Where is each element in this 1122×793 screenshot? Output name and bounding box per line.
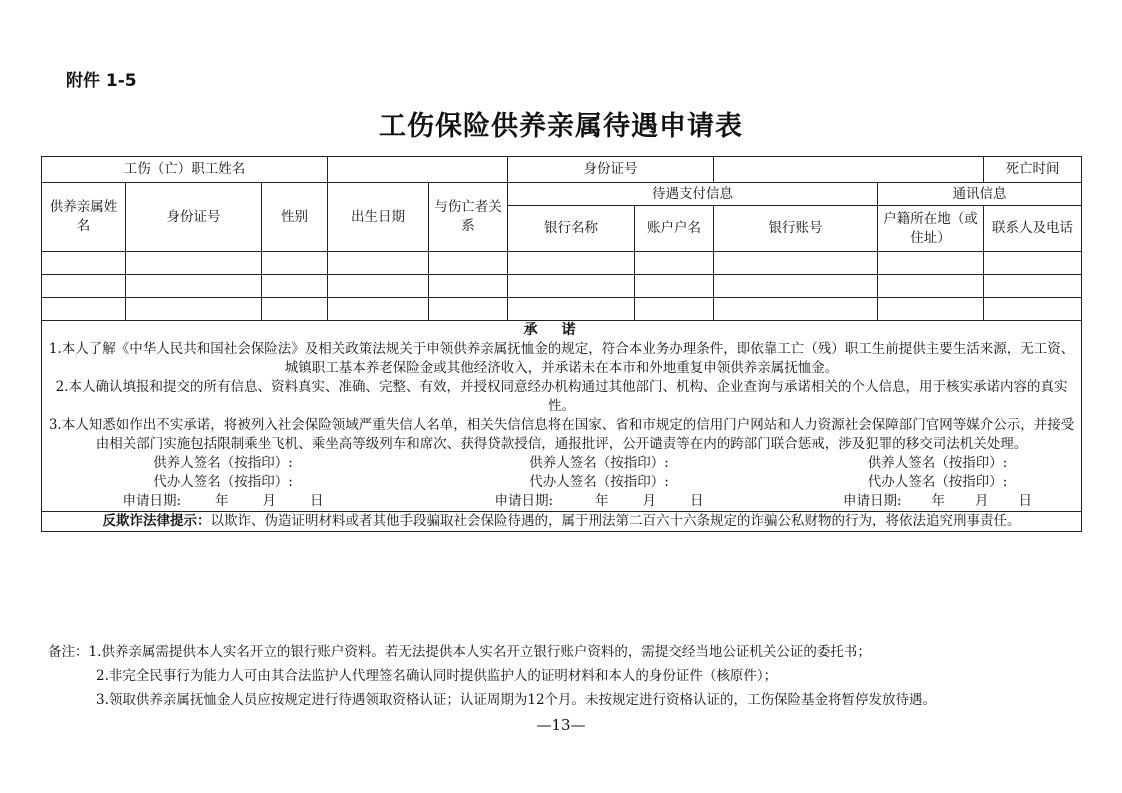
note-item-1 <box>48 640 1083 664</box>
worker-id-label: 身份证号 <box>508 157 714 183</box>
input-cell[interactable] <box>42 275 126 298</box>
table-row <box>42 252 1082 275</box>
input-cell[interactable] <box>878 252 984 275</box>
input-cell[interactable] <box>508 275 635 298</box>
pledge-item-2: 2.本人确认填报和提交的所有信息、资料真实、准确、完整、有效，并授权同意经办机构通过其他部门、机构、企业查询与承诺相关的个人信息，用于核实承诺内容的真实性。 <box>55 379 1068 414</box>
input-cell[interactable] <box>262 252 328 275</box>
input-cell[interactable] <box>878 275 984 298</box>
pledge-title: 承诺 <box>523 322 600 338</box>
input-cell[interactable] <box>714 298 878 321</box>
input-cell[interactable] <box>508 252 635 275</box>
input-cell[interactable] <box>635 275 714 298</box>
input-cell[interactable] <box>42 298 126 321</box>
note-item-2: 2.非完全民事行为能力人可由其合法监护人代理签名确认同时提供监护人的证明材料和本人的身份证件（核原件）； <box>96 668 778 684</box>
table-row <box>42 275 1082 298</box>
input-cell[interactable] <box>42 252 126 275</box>
input-cell[interactable] <box>714 252 878 275</box>
agent-signature-field[interactable]: 代办人签名（按指印）: <box>867 474 1008 490</box>
worker-name-field[interactable] <box>328 157 508 183</box>
application-date-field[interactable]: 申请日期: 年 月 日 <box>494 493 704 509</box>
note-text-1: 1.供养亲属需提供本人实名开立的银行账户资料。若无法提供本人实名开立银行账户资料的，需提交经当地公证机关公证的委托书； <box>88 644 871 660</box>
signer-signature-row <box>45 454 1078 473</box>
pledge-row <box>42 321 1082 512</box>
fraud-warning-text: 以欺诈、伪造证明材料或者其他手段骗取社会保险待遇的，属于刑法第二百六十六条规定的诈骗公私财物的行为，将依法追究刑事责任。 <box>210 513 1021 529</box>
input-cell[interactable] <box>429 275 508 298</box>
header-dependent-name: 供养亲属姓名 <box>42 183 126 252</box>
input-cell[interactable] <box>126 298 262 321</box>
table-row <box>42 298 1082 321</box>
input-cell[interactable] <box>262 275 328 298</box>
header-contact: 联系人及电话 <box>984 206 1082 252</box>
signer-signature-field[interactable]: 供养人签名（按指印）: <box>529 455 669 471</box>
input-cell[interactable] <box>984 298 1082 321</box>
input-cell[interactable] <box>328 298 429 321</box>
warning-row <box>42 512 1082 532</box>
header-account-holder: 账户户名 <box>635 206 714 252</box>
fraud-warning-label: 反欺诈法律提示： <box>102 513 211 529</box>
fraud-warning <box>42 512 1082 532</box>
header-row-1 <box>42 183 1082 206</box>
agent-signature-field[interactable]: 代办人签名（按指印）: <box>153 474 293 490</box>
attachment-label: 附件 1-5 <box>66 71 137 91</box>
page-number: —13— <box>536 716 586 734</box>
worker-name-label: 工伤（亡）职工姓名 <box>42 157 328 183</box>
death-time-label: 死亡时间 <box>984 157 1082 183</box>
input-cell[interactable] <box>714 275 878 298</box>
input-cell[interactable] <box>429 298 508 321</box>
signer-signature-field[interactable]: 供养人签名（按指印）: <box>867 455 1008 471</box>
application-form-table <box>41 156 1082 532</box>
worker-id-field[interactable] <box>714 157 984 183</box>
header-gender: 性别 <box>262 183 328 252</box>
input-cell[interactable] <box>878 298 984 321</box>
input-cell[interactable] <box>429 252 508 275</box>
header-bank-name: 银行名称 <box>508 206 635 252</box>
agent-signature-field[interactable]: 代办人签名（按指印）: <box>529 474 669 490</box>
form-title: 工伤保险供养亲属待遇申请表 <box>379 111 743 142</box>
input-cell[interactable] <box>126 275 262 298</box>
input-cell[interactable] <box>328 275 429 298</box>
header-relation: 与伤亡者关系 <box>429 183 508 252</box>
header-payment-group: 待遇支付信息 <box>508 183 878 206</box>
pledge-item-1: 1.本人了解《中华人民共和国社会保险法》及相关政策法规关于申领供养亲属抚恤金的规定，符合本业务办理条件，即依靠工亡（残）职工生前提供主要生活来源，无工资、城镇职工基本养老保险金或其他经济收入，并承诺未在本市和外地重复申领供养亲属抚恤金。 <box>48 341 1075 376</box>
input-cell[interactable] <box>635 298 714 321</box>
notes-label: 备注： <box>48 644 89 660</box>
notes-section <box>48 640 1083 712</box>
input-cell[interactable] <box>262 298 328 321</box>
application-date-field[interactable]: 申请日期: 年 月 日 <box>122 493 324 509</box>
input-cell[interactable] <box>984 275 1082 298</box>
input-cell[interactable] <box>126 252 262 275</box>
header-birth-date: 出生日期 <box>328 183 429 252</box>
header-id-number: 身份证号 <box>126 183 262 252</box>
application-date-field[interactable]: 申请日期: 年 月 日 <box>842 493 1033 509</box>
input-cell[interactable] <box>984 252 1082 275</box>
input-cell[interactable] <box>635 252 714 275</box>
header-residence: 户籍所在地（或住址） <box>878 206 984 252</box>
header-contact-group: 通讯信息 <box>878 183 1082 206</box>
pledge-item-3: 3.本人知悉如作出不实承诺，将被列入社会保险领域严重失信人名单，相关失信信息将在国家、省和市规定的信用门户网站和人力资源社会保障部门官网等媒介公示，并接受由相关部门实施包括限制乘坐飞机、乘坐高等级列车和席次、获得贷款授信，通报批评，公开谴责等在内的跨部门联合惩戒，涉及犯罪的移交司法机关处理。 <box>48 417 1075 452</box>
header-bank-account: 银行账号 <box>714 206 878 252</box>
worker-info-row <box>42 157 1082 183</box>
note-item-3: 3.领取供养亲属抚恤金人员应按规定进行待遇领取资格认证；认证周期为12个月。未按规定进行资格认证的，工伤保险基金将暂停发放待遇。 <box>96 692 937 708</box>
input-cell[interactable] <box>328 252 429 275</box>
input-cell[interactable] <box>508 298 635 321</box>
agent-signature-row <box>45 473 1078 492</box>
signer-signature-field[interactable]: 供养人签名（按指印）: <box>153 455 293 471</box>
pledge-section <box>42 321 1082 512</box>
application-date-row <box>45 492 1078 511</box>
